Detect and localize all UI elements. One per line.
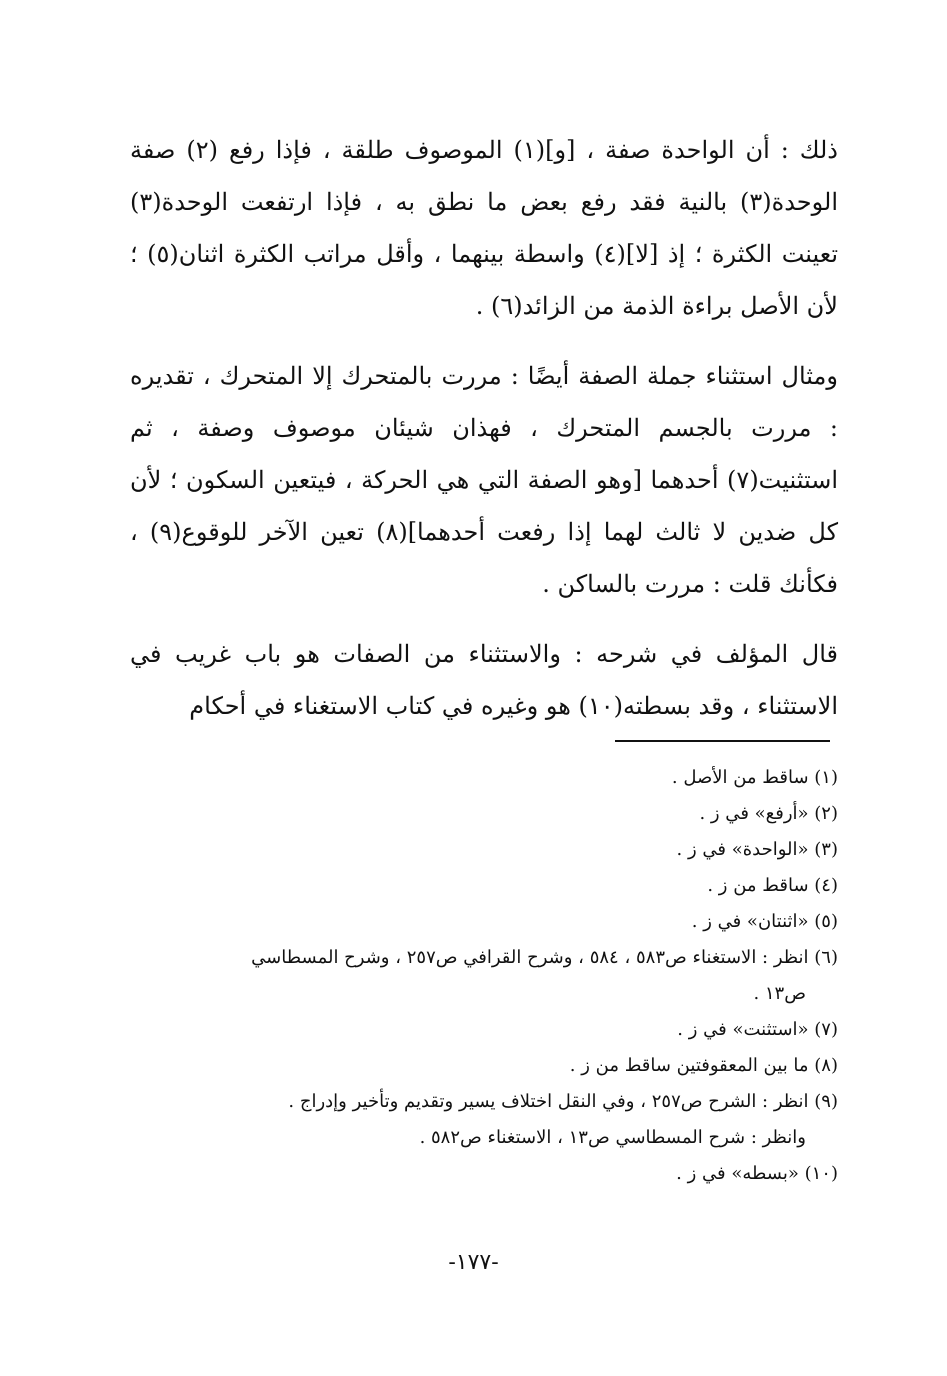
footnote-item: (٦) انظر : الاستغناء ص٥٨٣ ، ٥٨٤ ، وشرح القرافي ص٢٥٧ ، وشرح المسطاسي <box>251 947 838 968</box>
footnotes <box>130 760 838 1192</box>
main-text <box>130 124 838 732</box>
footnote-continuation: ص١٣ . <box>753 983 806 1004</box>
footnote-item: (٤) ساقط من ز . <box>707 875 838 896</box>
footnote-item: (٨) ما بين المعقوفتين ساقط من ز . <box>569 1055 838 1076</box>
paragraph: ذلك : أن الواحدة صفة ، [و](١) الموصوف طلقة ، فإذا رفع (٢) صفة الوحدة(٣) بالنية فقد رفع بعض ما نطق به ، فإذا ارتفعت الوحدة(٣) تعينت الكثرة ؛ إذ [لا](٤) واسطة بينهما ، وأقل مراتب الكثرة اثنان(٥) ؛ لأن الأصل براءة الذمة من الزائد(٦) . <box>130 136 839 320</box>
page-number: -١٧٧- <box>448 1250 499 1275</box>
footnote-item: (٧) «استثنت» في ز . <box>677 1019 838 1040</box>
footnote-item: (٢) «أرفع» في ز . <box>699 803 838 824</box>
paragraph: قال المؤلف في شرحه : والاستثناء من الصفات هو باب غريب في الاستثناء ، وقد بسطته(١٠) هو وغيره في كتاب الاستغناء في أحكام <box>130 640 838 720</box>
footnote-divider <box>615 740 830 742</box>
footnote-item: (٥) «اثنتان» في ز . <box>691 911 838 932</box>
footnote-item: (١٠) «بسطه» في ز . <box>676 1163 838 1184</box>
footnote-item: (٣) «الواحدة» في ز . <box>676 839 838 860</box>
paragraph: ومثال استثناء جملة الصفة أيضًا : مررت بالمتحرك إلا المتحرك ، تقديره : مررت بالجسم المتحرك ، فهذان شيئان موصوف وصفة ، ثم استثنيت(٧) أحدهما [وهو الصفة التي هي الحركة ، فيتعين السكون ؛ لأن كل ضدين لا ثالث لهما إذا رفعت أحدهما](٨) تعين الآخر للوقوع(٩) ، فكأنك قلت : مررت بالساكن . <box>130 362 839 598</box>
footnote-item: (١) ساقط من الأصل . <box>671 767 838 788</box>
footnote-item: (٩) انظر : الشرح ص٢٥٧ ، وفي النقل اختلاف يسير وتقديم وتأخير وإدراج . <box>288 1091 838 1112</box>
footnote-continuation: وانظر : شرح المسطاسي ص١٣ ، الاستغناء ص٥٨٢ . <box>419 1127 806 1148</box>
